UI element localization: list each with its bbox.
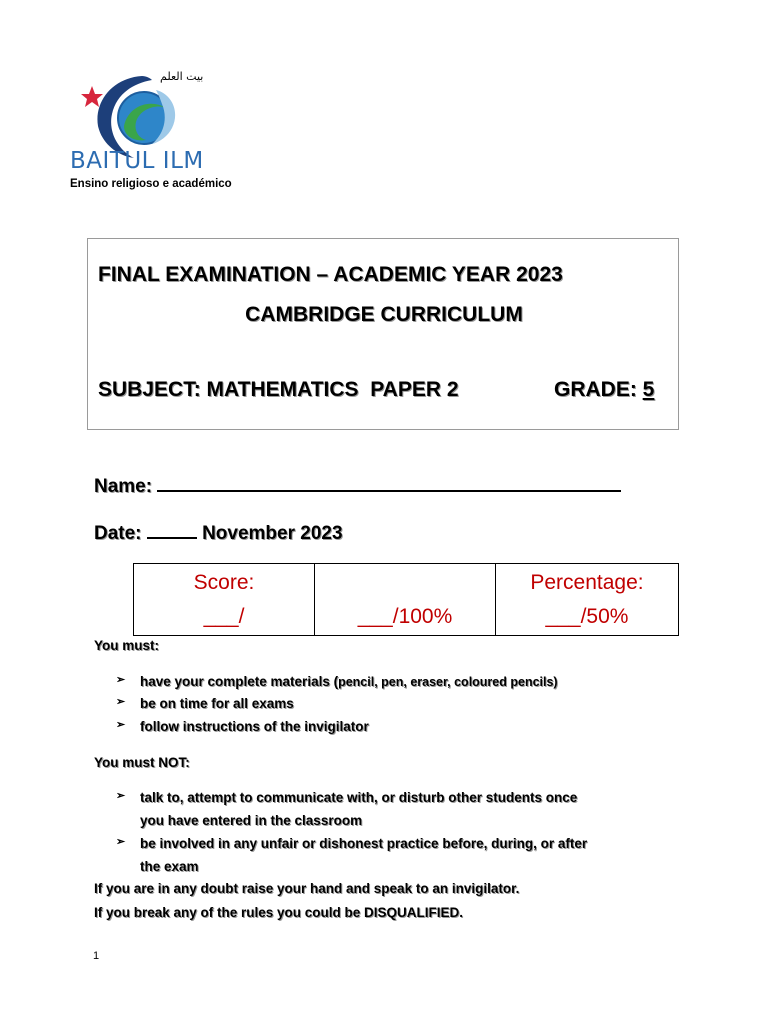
disqualified-line: If you break any of the rules you could be DISQUALIFIED. bbox=[94, 905, 464, 920]
grade-value: 5 bbox=[642, 378, 655, 401]
total-blank: ___/100% bbox=[357, 604, 453, 628]
score-blank: ___/ bbox=[203, 604, 245, 628]
must-not-item: ➢ be involved in any unfair or dishonest practice before, during, or after bbox=[116, 836, 588, 851]
name-label: Name: bbox=[94, 476, 158, 497]
grade-label: GRADE: bbox=[554, 378, 643, 401]
curriculum-title: CAMBRIDGE CURRICULUM bbox=[245, 303, 523, 326]
bullet-arrow-icon: ➢ bbox=[116, 719, 126, 731]
logo-tagline: Ensino religioso e académico bbox=[70, 178, 232, 190]
bullet-arrow-icon: ➢ bbox=[116, 836, 126, 848]
must-item: ➢ have your complete materials (pencil, pen, eraser, coloured pencils) bbox=[116, 674, 558, 689]
must-not-item-continuation: the exam bbox=[140, 859, 199, 874]
must-not-heading: You must NOT: bbox=[94, 755, 190, 770]
date-day-blank[interactable] bbox=[147, 535, 197, 539]
bullet-arrow-icon: ➢ bbox=[116, 790, 126, 802]
total-cell bbox=[315, 564, 496, 636]
logo-name: BAITUL ILM bbox=[70, 148, 204, 174]
doubt-line: If you are in any doubt raise your hand and speak to an invigilator. bbox=[94, 881, 520, 896]
bullet-arrow-icon: ➢ bbox=[116, 696, 126, 708]
percentage-cell bbox=[496, 564, 679, 636]
subject-line: SUBJECT: MATHEMATICS PAPER 2 bbox=[98, 378, 459, 401]
grade-line bbox=[554, 379, 654, 400]
exam-title: FINAL EXAMINATION – ACADEMIC YEAR 2023 bbox=[98, 263, 563, 286]
must-not-item-continuation: you have entered in the classroom bbox=[140, 813, 363, 828]
percentage-label: Percentage: bbox=[530, 570, 644, 594]
percentage-blank: ___/50% bbox=[545, 604, 629, 628]
must-heading: You must: bbox=[94, 638, 159, 653]
date-label: Date: bbox=[94, 523, 147, 544]
score-table bbox=[133, 563, 679, 636]
date-suffix: November 2023 bbox=[196, 523, 343, 544]
logo-arabic-text: بيت العلم bbox=[160, 70, 204, 83]
star-icon bbox=[81, 86, 103, 107]
must-item: ➢ be on time for all exams bbox=[116, 696, 294, 711]
name-field bbox=[94, 477, 621, 496]
name-blank[interactable] bbox=[157, 488, 621, 492]
score-cell bbox=[134, 564, 315, 636]
must-item: ➢ follow instructions of the invigilator bbox=[116, 719, 369, 734]
score-label: Score: bbox=[193, 570, 255, 594]
bullet-arrow-icon: ➢ bbox=[116, 674, 126, 686]
page-number: 1 bbox=[93, 950, 100, 962]
date-field bbox=[94, 524, 343, 543]
must-not-item: ➢ talk to, attempt to communicate with, or disturb other students once bbox=[116, 790, 578, 805]
